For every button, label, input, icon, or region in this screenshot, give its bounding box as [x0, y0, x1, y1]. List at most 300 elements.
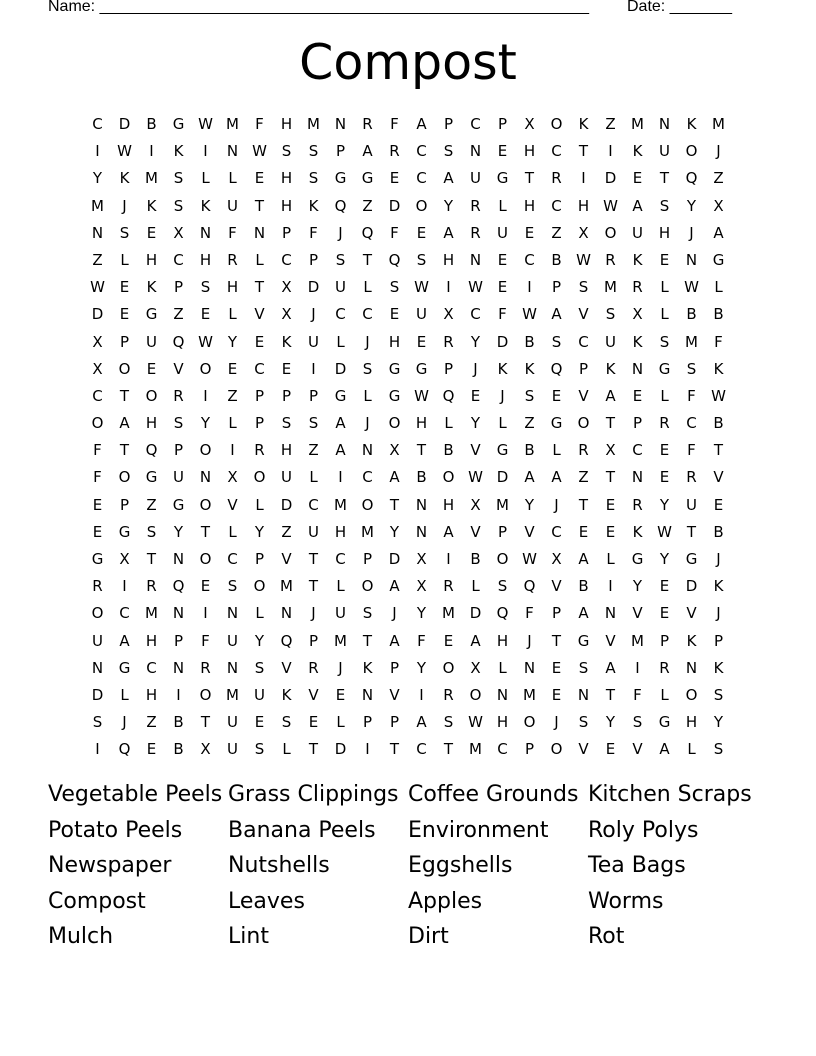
- grid-cell[interactable]: V: [254, 305, 265, 324]
- grid-cell[interactable]: N: [226, 658, 239, 677]
- grid-cell[interactable]: H: [145, 631, 158, 650]
- grid-cell[interactable]: Q: [388, 250, 401, 269]
- grid-cell[interactable]: P: [335, 142, 346, 161]
- grid-cell[interactable]: Q: [280, 631, 293, 650]
- grid-cell[interactable]: N: [199, 223, 212, 242]
- grid-cell[interactable]: Y: [632, 577, 643, 596]
- grid-cell[interactable]: P: [443, 359, 454, 378]
- grid-cell[interactable]: Y: [389, 522, 400, 541]
- grid-cell[interactable]: N: [469, 250, 482, 269]
- grid-cell[interactable]: J: [365, 332, 370, 351]
- grid-cell[interactable]: X: [470, 658, 481, 677]
- grid-cell[interactable]: R: [470, 196, 481, 215]
- grid-cell[interactable]: V: [389, 685, 400, 704]
- grid-cell[interactable]: S: [551, 332, 562, 351]
- grid-cell[interactable]: P: [254, 414, 265, 433]
- grid-cell[interactable]: U: [92, 631, 103, 650]
- grid-cell[interactable]: W: [522, 550, 537, 568]
- grid-cell[interactable]: A: [551, 305, 562, 324]
- grid-cell[interactable]: P: [173, 278, 184, 297]
- grid-cell[interactable]: R: [632, 495, 643, 514]
- grid-cell[interactable]: L: [552, 441, 561, 460]
- grid-cell[interactable]: I: [149, 142, 154, 161]
- grid-cell[interactable]: P: [173, 441, 184, 460]
- grid-cell[interactable]: E: [497, 250, 508, 269]
- grid-cell[interactable]: R: [686, 468, 697, 487]
- grid-cell[interactable]: O: [199, 550, 212, 568]
- grid-cell[interactable]: A: [335, 441, 346, 460]
- grid-cell[interactable]: M: [145, 604, 158, 623]
- grid-cell[interactable]: Z: [713, 169, 724, 188]
- grid-cell[interactable]: Y: [254, 631, 265, 650]
- grid-cell[interactable]: N: [577, 685, 590, 704]
- grid-cell[interactable]: I: [446, 278, 451, 297]
- grid-cell[interactable]: Y: [416, 658, 427, 677]
- grid-cell[interactable]: A: [470, 631, 481, 650]
- grid-cell[interactable]: H: [226, 278, 239, 297]
- grid-cell[interactable]: G: [361, 169, 374, 188]
- grid-cell[interactable]: G: [172, 495, 185, 514]
- grid-cell[interactable]: P: [497, 522, 508, 541]
- grid-cell[interactable]: G: [658, 359, 671, 378]
- grid-cell[interactable]: Q: [361, 223, 374, 242]
- grid-cell[interactable]: J: [554, 495, 559, 514]
- grid-cell[interactable]: Q: [496, 604, 509, 623]
- grid-cell[interactable]: L: [498, 414, 507, 433]
- grid-cell[interactable]: N: [172, 658, 185, 677]
- grid-cell[interactable]: J: [716, 142, 721, 161]
- grid-cell[interactable]: Y: [443, 196, 454, 215]
- grid-cell[interactable]: O: [253, 577, 266, 596]
- name-field[interactable]: Name: _______________________________________________________: [48, 0, 589, 15]
- grid-cell[interactable]: Z: [578, 468, 589, 487]
- grid-cell[interactable]: U: [497, 223, 508, 242]
- grid-cell[interactable]: G: [388, 386, 401, 405]
- grid-cell[interactable]: L: [687, 740, 696, 759]
- grid-cell[interactable]: J: [554, 713, 559, 732]
- grid-cell[interactable]: U: [227, 713, 238, 732]
- grid-cell[interactable]: M: [334, 495, 347, 514]
- grid-cell[interactable]: U: [254, 685, 265, 704]
- grid-cell[interactable]: U: [686, 495, 697, 514]
- grid-cell[interactable]: C: [227, 550, 238, 568]
- grid-cell[interactable]: Q: [523, 577, 536, 596]
- grid-cell[interactable]: L: [660, 685, 669, 704]
- grid-cell[interactable]: S: [578, 278, 589, 297]
- grid-cell[interactable]: Z: [92, 250, 103, 269]
- grid-cell[interactable]: Q: [172, 577, 185, 596]
- grid-cell[interactable]: E: [119, 278, 130, 297]
- grid-cell[interactable]: G: [172, 115, 185, 133]
- grid-cell[interactable]: V: [551, 577, 562, 596]
- grid-cell[interactable]: U: [227, 631, 238, 650]
- grid-cell[interactable]: V: [227, 495, 238, 514]
- grid-cell[interactable]: A: [551, 468, 562, 487]
- grid-cell[interactable]: O: [361, 495, 374, 514]
- grid-cell[interactable]: S: [605, 305, 616, 324]
- grid-cell[interactable]: R: [659, 414, 670, 433]
- grid-cell[interactable]: E: [146, 740, 157, 759]
- grid-cell[interactable]: C: [578, 332, 589, 351]
- grid-cell[interactable]: J: [716, 604, 721, 623]
- grid-cell[interactable]: A: [416, 713, 427, 732]
- grid-cell[interactable]: L: [255, 604, 264, 623]
- grid-cell[interactable]: R: [605, 250, 616, 269]
- grid-cell[interactable]: S: [281, 713, 292, 732]
- grid-cell[interactable]: L: [498, 658, 507, 677]
- grid-cell[interactable]: P: [659, 631, 670, 650]
- grid-cell[interactable]: C: [92, 386, 103, 405]
- grid-cell[interactable]: N: [415, 495, 428, 514]
- grid-cell[interactable]: V: [578, 386, 589, 405]
- grid-cell[interactable]: R: [146, 577, 157, 596]
- grid-cell[interactable]: K: [200, 196, 211, 215]
- grid-cell[interactable]: U: [470, 169, 481, 188]
- grid-cell[interactable]: V: [713, 468, 724, 487]
- grid-cell[interactable]: M: [280, 577, 293, 596]
- grid-cell[interactable]: X: [281, 305, 292, 324]
- grid-cell[interactable]: F: [93, 468, 102, 487]
- grid-cell[interactable]: H: [577, 196, 590, 215]
- grid-cell[interactable]: I: [365, 740, 370, 759]
- grid-cell[interactable]: W: [522, 305, 537, 324]
- grid-cell[interactable]: S: [389, 278, 400, 297]
- grid-cell[interactable]: P: [119, 495, 130, 514]
- grid-cell[interactable]: C: [497, 740, 508, 759]
- grid-cell[interactable]: Z: [173, 305, 184, 324]
- grid-cell[interactable]: R: [443, 577, 454, 596]
- grid-cell[interactable]: Z: [362, 196, 373, 215]
- grid-cell[interactable]: S: [659, 332, 670, 351]
- grid-cell[interactable]: E: [200, 577, 211, 596]
- grid-cell[interactable]: Z: [551, 223, 562, 242]
- grid-cell[interactable]: X: [470, 495, 481, 514]
- grid-cell[interactable]: L: [336, 713, 345, 732]
- grid-cell[interactable]: R: [92, 577, 103, 596]
- grid-cell[interactable]: A: [389, 631, 400, 650]
- grid-cell[interactable]: F: [498, 305, 507, 324]
- grid-cell[interactable]: E: [227, 359, 238, 378]
- grid-cell[interactable]: F: [525, 604, 534, 623]
- grid-cell[interactable]: V: [281, 550, 292, 568]
- grid-cell[interactable]: K: [281, 332, 292, 351]
- grid-cell[interactable]: I: [608, 142, 613, 161]
- grid-cell[interactable]: T: [119, 441, 130, 460]
- grid-cell[interactable]: O: [91, 414, 104, 433]
- grid-cell[interactable]: O: [604, 223, 617, 242]
- grid-cell[interactable]: S: [443, 142, 454, 161]
- grid-cell[interactable]: Q: [172, 332, 185, 351]
- grid-cell[interactable]: E: [497, 278, 508, 297]
- grid-cell[interactable]: T: [389, 740, 400, 759]
- grid-cell[interactable]: O: [145, 386, 158, 405]
- grid-cell[interactable]: R: [470, 223, 481, 242]
- grid-cell[interactable]: G: [658, 713, 671, 732]
- grid-cell[interactable]: O: [415, 196, 428, 215]
- grid-cell[interactable]: N: [172, 604, 185, 623]
- grid-cell[interactable]: T: [686, 522, 697, 541]
- grid-cell[interactable]: B: [146, 115, 157, 133]
- grid-cell[interactable]: G: [631, 550, 644, 568]
- grid-cell[interactable]: L: [282, 740, 291, 759]
- grid-cell[interactable]: F: [687, 441, 696, 460]
- grid-cell[interactable]: O: [442, 468, 455, 487]
- grid-cell[interactable]: C: [551, 196, 562, 215]
- grid-cell[interactable]: O: [523, 713, 536, 732]
- grid-cell[interactable]: S: [362, 604, 373, 623]
- grid-cell[interactable]: P: [713, 631, 724, 650]
- grid-cell[interactable]: P: [362, 713, 373, 732]
- grid-cell[interactable]: F: [201, 631, 210, 650]
- grid-cell[interactable]: K: [362, 658, 373, 677]
- grid-cell[interactable]: T: [362, 631, 373, 650]
- grid-cell[interactable]: T: [551, 631, 562, 650]
- grid-cell[interactable]: P: [281, 223, 292, 242]
- grid-cell[interactable]: X: [713, 196, 724, 215]
- grid-cell[interactable]: L: [336, 332, 345, 351]
- grid-cell[interactable]: Z: [146, 713, 157, 732]
- grid-cell[interactable]: K: [119, 169, 130, 188]
- grid-cell[interactable]: K: [605, 359, 616, 378]
- grid-cell[interactable]: S: [362, 359, 373, 378]
- grid-cell[interactable]: S: [173, 414, 184, 433]
- grid-cell[interactable]: O: [118, 468, 131, 487]
- grid-cell[interactable]: H: [442, 250, 455, 269]
- grid-cell[interactable]: V: [308, 685, 319, 704]
- grid-cell[interactable]: O: [577, 414, 590, 433]
- grid-cell[interactable]: W: [657, 522, 672, 541]
- grid-cell[interactable]: H: [442, 495, 455, 514]
- grid-cell[interactable]: W: [90, 278, 105, 297]
- grid-cell[interactable]: C: [281, 250, 292, 269]
- grid-cell[interactable]: F: [93, 441, 102, 460]
- grid-cell[interactable]: S: [173, 196, 184, 215]
- grid-cell[interactable]: M: [604, 278, 617, 297]
- grid-cell[interactable]: Y: [713, 713, 724, 732]
- grid-cell[interactable]: P: [308, 250, 319, 269]
- grid-cell[interactable]: S: [227, 577, 238, 596]
- grid-cell[interactable]: N: [685, 250, 698, 269]
- grid-cell[interactable]: H: [334, 522, 347, 541]
- grid-cell[interactable]: L: [363, 386, 372, 405]
- grid-cell[interactable]: P: [254, 386, 265, 405]
- grid-cell[interactable]: N: [631, 359, 644, 378]
- grid-cell[interactable]: W: [414, 278, 429, 297]
- grid-cell[interactable]: S: [632, 713, 643, 732]
- grid-cell[interactable]: N: [172, 550, 185, 568]
- grid-cell[interactable]: R: [308, 658, 319, 677]
- grid-cell[interactable]: B: [443, 441, 454, 460]
- grid-cell[interactable]: X: [389, 441, 400, 460]
- grid-cell[interactable]: S: [578, 713, 589, 732]
- grid-cell[interactable]: R: [551, 169, 562, 188]
- grid-cell[interactable]: R: [443, 685, 454, 704]
- grid-cell[interactable]: U: [605, 332, 616, 351]
- grid-cell[interactable]: I: [203, 386, 208, 405]
- grid-cell[interactable]: A: [389, 468, 400, 487]
- grid-cell[interactable]: O: [199, 441, 212, 460]
- grid-cell[interactable]: Z: [281, 522, 292, 541]
- grid-cell[interactable]: O: [550, 115, 563, 133]
- grid-cell[interactable]: A: [578, 550, 589, 568]
- grid-cell[interactable]: C: [308, 495, 319, 514]
- grid-cell[interactable]: E: [659, 468, 670, 487]
- grid-cell[interactable]: U: [335, 278, 346, 297]
- grid-cell[interactable]: L: [363, 278, 372, 297]
- grid-cell[interactable]: M: [442, 604, 455, 623]
- grid-cell[interactable]: G: [118, 522, 131, 541]
- grid-cell[interactable]: Y: [659, 550, 670, 568]
- grid-cell[interactable]: L: [471, 577, 480, 596]
- grid-cell[interactable]: S: [308, 414, 319, 433]
- grid-cell[interactable]: Y: [200, 414, 211, 433]
- grid-cell[interactable]: T: [308, 577, 319, 596]
- grid-cell[interactable]: X: [524, 115, 535, 133]
- grid-cell[interactable]: U: [146, 332, 157, 351]
- grid-cell[interactable]: S: [281, 414, 292, 433]
- grid-cell[interactable]: T: [254, 196, 265, 215]
- grid-cell[interactable]: E: [119, 305, 130, 324]
- grid-cell[interactable]: S: [92, 713, 103, 732]
- grid-cell[interactable]: I: [176, 685, 181, 704]
- grid-cell[interactable]: E: [146, 359, 157, 378]
- grid-cell[interactable]: X: [227, 468, 238, 487]
- grid-cell[interactable]: N: [361, 685, 374, 704]
- grid-cell[interactable]: U: [173, 468, 184, 487]
- grid-cell[interactable]: E: [605, 740, 616, 759]
- grid-cell[interactable]: F: [255, 115, 264, 133]
- grid-cell[interactable]: Q: [118, 740, 131, 759]
- grid-cell[interactable]: E: [281, 359, 292, 378]
- grid-cell[interactable]: U: [659, 142, 670, 161]
- grid-cell[interactable]: Q: [685, 169, 698, 188]
- grid-cell[interactable]: A: [443, 169, 454, 188]
- grid-cell[interactable]: F: [390, 115, 399, 133]
- grid-cell[interactable]: X: [200, 740, 211, 759]
- grid-cell[interactable]: P: [173, 631, 184, 650]
- grid-cell[interactable]: H: [280, 196, 293, 215]
- grid-cell[interactable]: H: [145, 685, 158, 704]
- grid-cell[interactable]: I: [581, 169, 586, 188]
- grid-cell[interactable]: H: [496, 713, 509, 732]
- grid-cell[interactable]: E: [443, 631, 454, 650]
- grid-cell[interactable]: Z: [605, 115, 616, 133]
- grid-cell[interactable]: Y: [524, 495, 535, 514]
- grid-cell[interactable]: K: [686, 631, 697, 650]
- grid-cell[interactable]: W: [198, 332, 213, 351]
- grid-cell[interactable]: P: [632, 414, 643, 433]
- grid-cell[interactable]: P: [389, 658, 400, 677]
- grid-cell[interactable]: N: [91, 658, 104, 677]
- grid-cell[interactable]: M: [361, 522, 374, 541]
- grid-cell[interactable]: C: [146, 658, 157, 677]
- grid-cell[interactable]: D: [334, 740, 347, 759]
- grid-cell[interactable]: T: [200, 522, 211, 541]
- grid-cell[interactable]: M: [523, 685, 536, 704]
- grid-cell[interactable]: L: [660, 386, 669, 405]
- grid-cell[interactable]: P: [281, 386, 292, 405]
- grid-cell[interactable]: M: [496, 495, 509, 514]
- grid-cell[interactable]: C: [119, 604, 130, 623]
- grid-cell[interactable]: O: [550, 740, 563, 759]
- grid-cell[interactable]: S: [335, 250, 346, 269]
- grid-cell[interactable]: L: [120, 685, 129, 704]
- grid-cell[interactable]: M: [226, 115, 239, 133]
- grid-cell[interactable]: L: [660, 305, 669, 324]
- grid-cell[interactable]: X: [416, 577, 427, 596]
- grid-cell[interactable]: B: [524, 332, 535, 351]
- grid-cell[interactable]: C: [335, 305, 346, 324]
- grid-cell[interactable]: T: [713, 441, 724, 460]
- grid-cell[interactable]: W: [117, 142, 132, 161]
- grid-cell[interactable]: V: [632, 604, 643, 623]
- grid-cell[interactable]: N: [226, 142, 239, 161]
- grid-cell[interactable]: V: [470, 522, 481, 541]
- grid-cell[interactable]: E: [632, 169, 643, 188]
- grid-cell[interactable]: H: [145, 250, 158, 269]
- grid-cell[interactable]: C: [416, 142, 427, 161]
- grid-cell[interactable]: J: [122, 196, 127, 215]
- grid-cell[interactable]: D: [334, 359, 347, 378]
- grid-cell[interactable]: T: [605, 468, 616, 487]
- grid-cell[interactable]: O: [253, 468, 266, 487]
- grid-cell[interactable]: A: [713, 223, 724, 242]
- grid-cell[interactable]: K: [497, 359, 508, 378]
- grid-cell[interactable]: J: [527, 631, 532, 650]
- grid-cell[interactable]: G: [415, 359, 428, 378]
- grid-cell[interactable]: I: [635, 658, 640, 677]
- grid-cell[interactable]: W: [252, 142, 267, 161]
- grid-cell[interactable]: Q: [442, 386, 455, 405]
- grid-cell[interactable]: J: [689, 223, 694, 242]
- grid-cell[interactable]: S: [173, 169, 184, 188]
- grid-cell[interactable]: E: [470, 386, 481, 405]
- grid-cell[interactable]: E: [524, 223, 535, 242]
- grid-cell[interactable]: D: [469, 604, 482, 623]
- grid-cell[interactable]: K: [632, 250, 643, 269]
- grid-cell[interactable]: X: [551, 550, 562, 568]
- grid-cell[interactable]: T: [308, 550, 319, 568]
- grid-cell[interactable]: D: [91, 305, 104, 324]
- grid-cell[interactable]: C: [551, 142, 562, 161]
- grid-cell[interactable]: A: [335, 414, 346, 433]
- grid-cell[interactable]: S: [659, 196, 670, 215]
- grid-cell[interactable]: P: [524, 740, 535, 759]
- grid-cell[interactable]: F: [390, 223, 399, 242]
- grid-cell[interactable]: X: [416, 550, 427, 568]
- grid-cell[interactable]: G: [91, 550, 104, 568]
- grid-cell[interactable]: I: [446, 550, 451, 568]
- grid-cell[interactable]: Z: [146, 495, 157, 514]
- grid-cell[interactable]: M: [469, 740, 482, 759]
- grid-cell[interactable]: J: [473, 359, 478, 378]
- grid-cell[interactable]: H: [199, 250, 212, 269]
- grid-cell[interactable]: F: [228, 223, 237, 242]
- grid-cell[interactable]: T: [308, 740, 319, 759]
- grid-cell[interactable]: W: [468, 713, 483, 732]
- grid-cell[interactable]: W: [603, 196, 618, 215]
- grid-cell[interactable]: S: [686, 359, 697, 378]
- grid-cell[interactable]: Q: [334, 196, 347, 215]
- grid-cell[interactable]: X: [92, 332, 103, 351]
- grid-cell[interactable]: E: [578, 522, 589, 541]
- grid-cell[interactable]: Z: [524, 414, 535, 433]
- grid-cell[interactable]: V: [173, 359, 184, 378]
- grid-cell[interactable]: Y: [659, 495, 670, 514]
- grid-cell[interactable]: E: [389, 305, 400, 324]
- grid-cell[interactable]: I: [527, 278, 532, 297]
- grid-cell[interactable]: E: [92, 495, 103, 514]
